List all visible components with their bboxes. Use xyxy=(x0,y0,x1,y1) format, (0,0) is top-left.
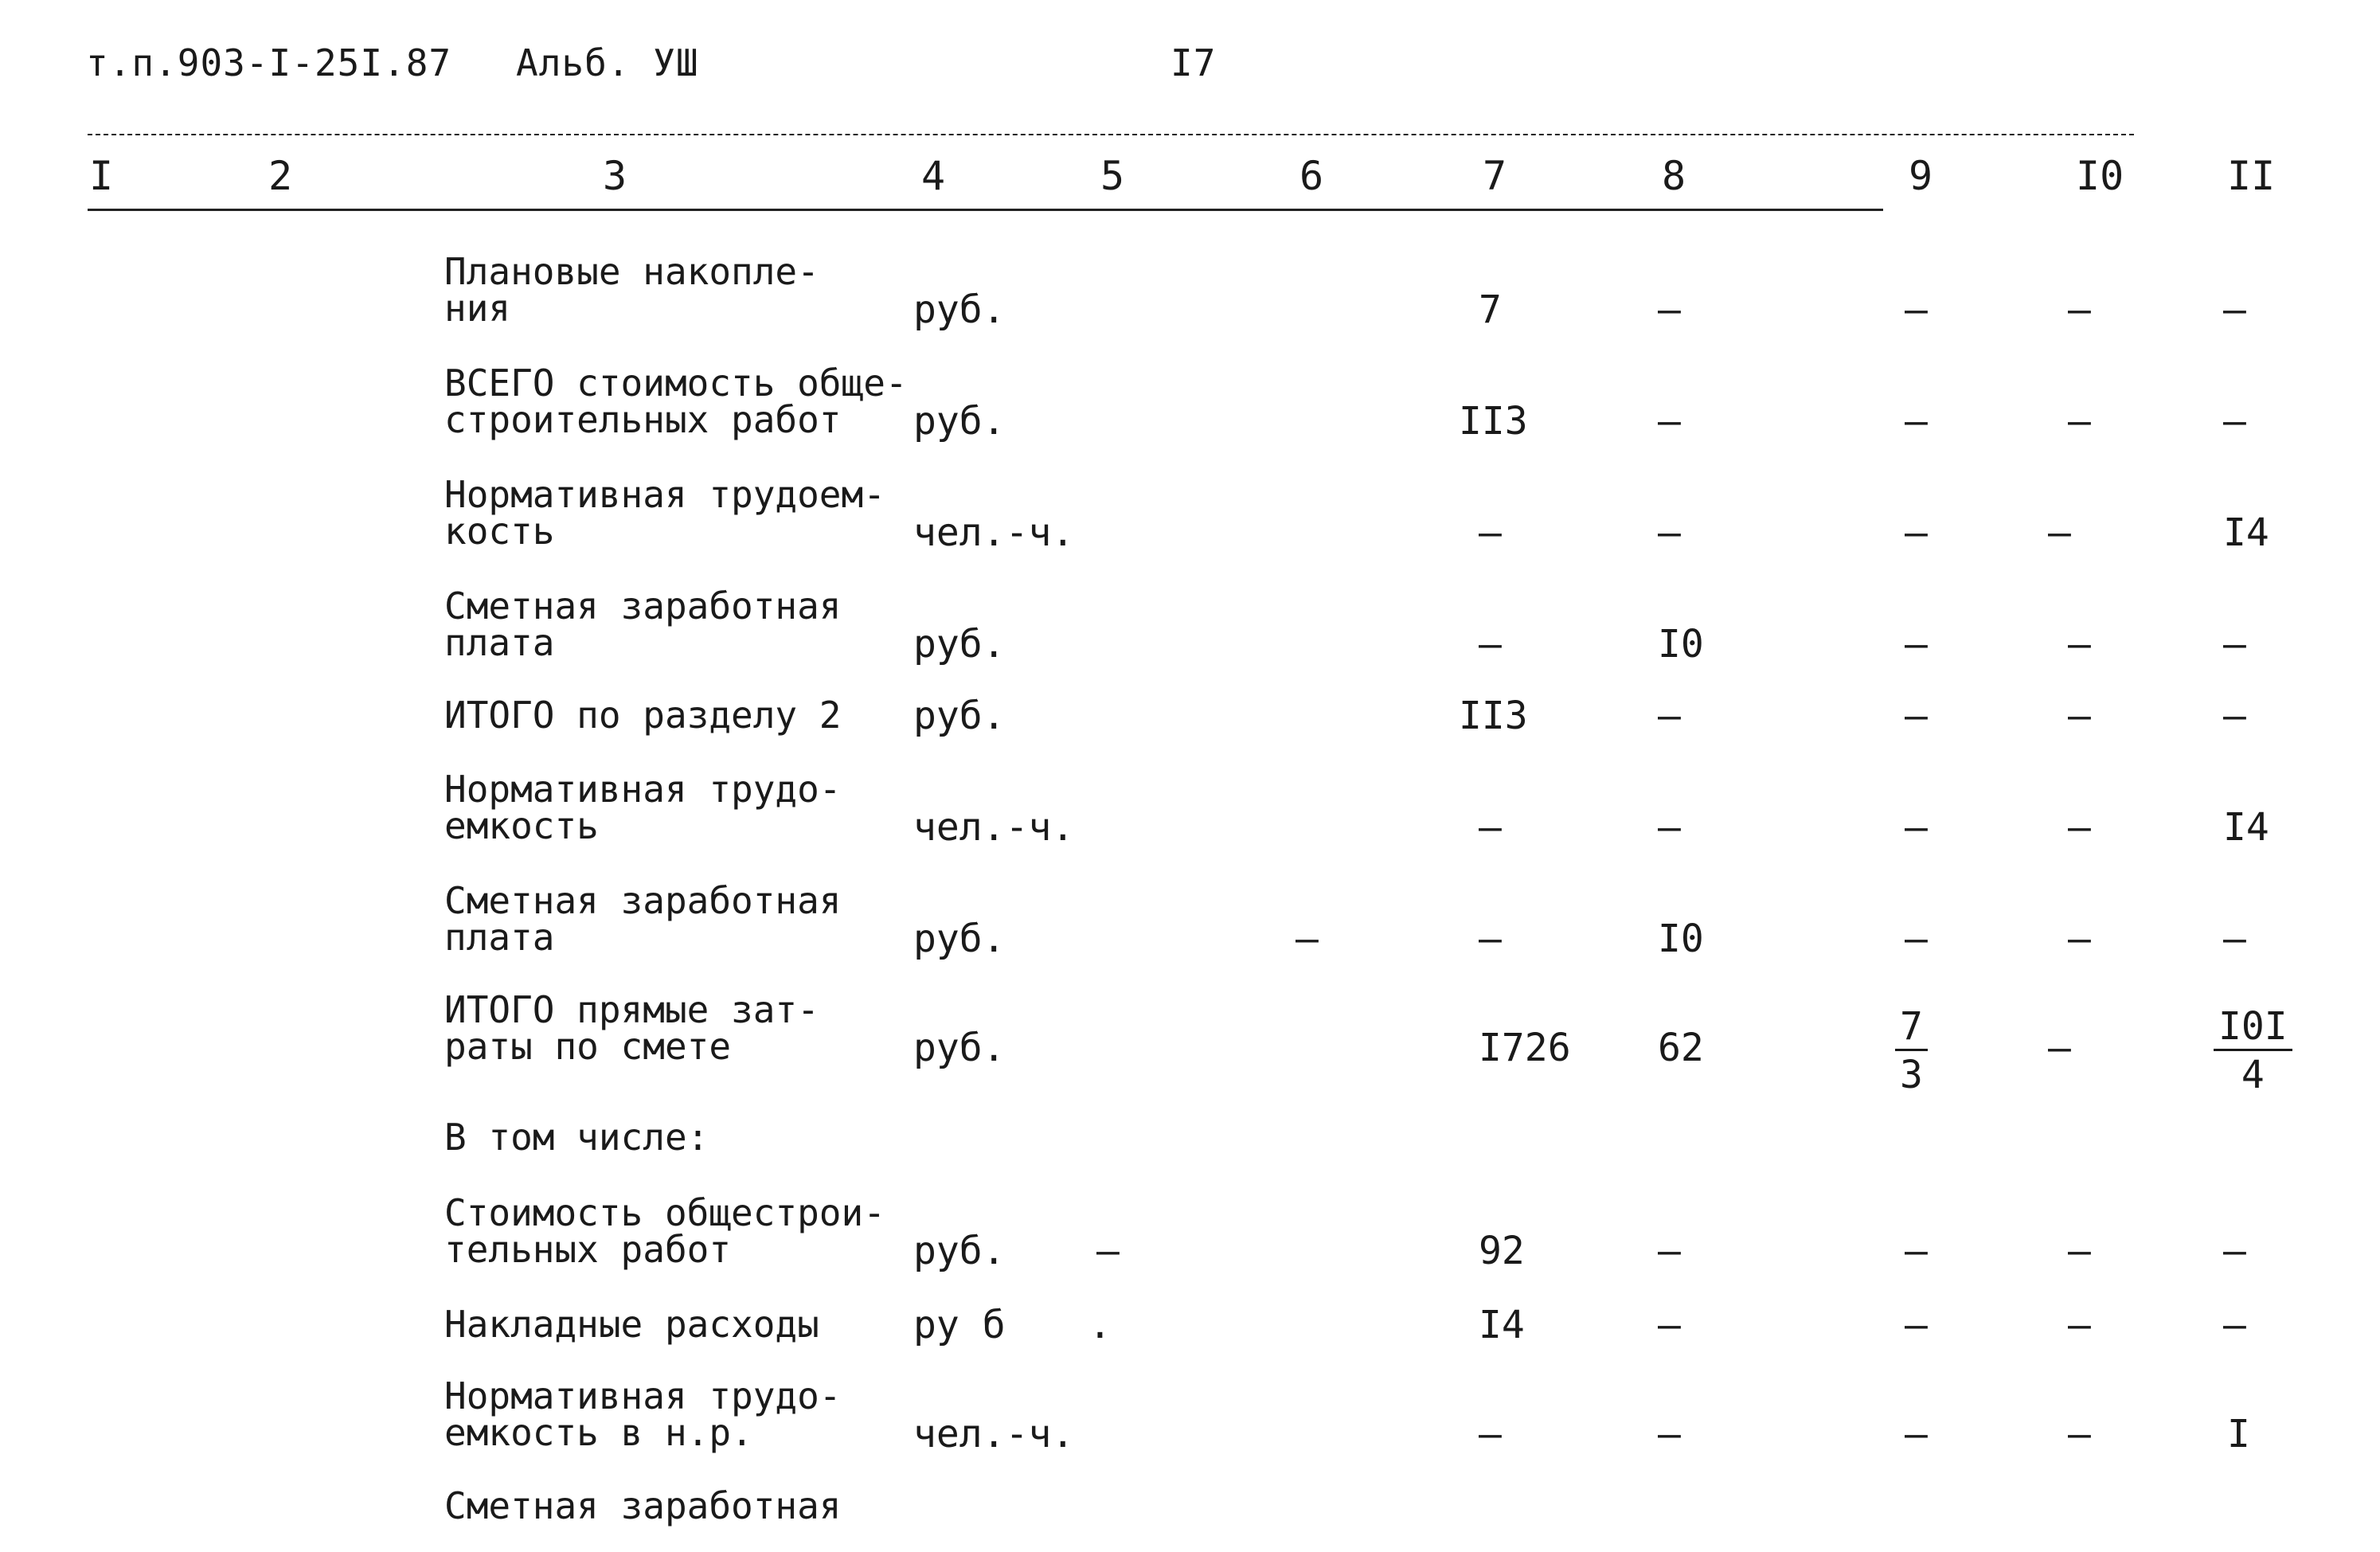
row-unit: руб. xyxy=(913,622,1006,667)
cell-col8: – xyxy=(1658,1303,1681,1347)
cell-col6: – xyxy=(1296,917,1319,961)
fraction-denominator: 4 xyxy=(2241,1053,2265,1097)
row-unit: чел.-ч. xyxy=(913,805,1075,850)
cell-col7: ІІ3 xyxy=(1459,399,1528,444)
cell-col7: І726 xyxy=(1479,1026,1571,1070)
row-unit: руб. xyxy=(913,399,1006,444)
row-description: Накладные расходы xyxy=(444,1303,819,1346)
cell-col7: 7 xyxy=(1479,287,1502,332)
cell-col7: І4 xyxy=(1479,1303,1525,1347)
column-header-4: 4 xyxy=(921,153,946,199)
cell-col8: І0 xyxy=(1658,622,1704,667)
column-header-rule xyxy=(88,209,1883,211)
cell-col11: – xyxy=(2223,694,2246,738)
cell-col7: – xyxy=(1479,622,1502,667)
cell-col11: І xyxy=(2227,1412,2250,1456)
cell-col7: 92 xyxy=(1479,1229,1525,1273)
row-description: Плановые накопле- ния xyxy=(444,250,819,330)
column-header-3: 3 xyxy=(603,153,627,199)
cell-col7: – xyxy=(1479,805,1502,850)
fraction-denominator: 3 xyxy=(1900,1053,1923,1097)
column-header-7: 7 xyxy=(1483,153,1507,199)
row-description: Нормативная трудоем- кость xyxy=(444,473,885,553)
column-header-11: ІІ xyxy=(2227,153,2276,199)
column-header-5: 5 xyxy=(1100,153,1125,199)
cell-col8: – xyxy=(1658,510,1681,555)
column-header-2: 2 xyxy=(268,153,293,199)
cell-col10: – xyxy=(2048,510,2071,555)
cell-col7: ІІ3 xyxy=(1459,694,1528,738)
cell-col9: – xyxy=(1905,622,1928,667)
cell-col11: – xyxy=(2223,622,2246,667)
row-unit: ру б xyxy=(913,1303,1006,1347)
cell-col10: – xyxy=(2068,287,2091,332)
cell-col7: – xyxy=(1479,917,1502,961)
page-number: І7 xyxy=(1170,41,1217,84)
cell-col11: І4 xyxy=(2223,510,2269,555)
column-header-1: І xyxy=(89,153,114,199)
row-unit: руб. xyxy=(913,917,1006,961)
cell-col9-fraction xyxy=(1895,1004,1928,1097)
cell-col10: – xyxy=(2068,399,2091,444)
cell-col9: – xyxy=(1905,694,1928,738)
document-code: т.п.903-І-25І.87 xyxy=(86,41,452,84)
row-description: Сметная заработная плата xyxy=(444,879,842,959)
cell-col8: – xyxy=(1658,1229,1681,1273)
fraction-numerator: 7 xyxy=(1895,1007,1928,1051)
cell-col9: – xyxy=(1905,805,1928,850)
cell-col8: 62 xyxy=(1658,1026,1704,1070)
row-description: Нормативная трудо- емкость xyxy=(444,768,842,847)
cell-col8: – xyxy=(1658,805,1681,850)
cell-col11: І4 xyxy=(2223,805,2269,850)
row-unit: руб. xyxy=(913,1026,1006,1070)
column-header-6: 6 xyxy=(1299,153,1324,199)
cell-col11: – xyxy=(2223,917,2246,961)
cell-col10: – xyxy=(2068,1229,2091,1273)
column-header-10: І0 xyxy=(2076,153,2124,199)
cell-col5: . xyxy=(1088,1303,1112,1347)
cell-col8: І0 xyxy=(1658,917,1704,961)
cell-col7: – xyxy=(1479,1412,1502,1456)
column-header-8: 8 xyxy=(1662,153,1686,199)
cell-col9: – xyxy=(1905,917,1928,961)
row-description: ВСЕГО стоимость обще- строительных работ xyxy=(444,362,908,441)
row-description: Сметная заработная xyxy=(444,1484,842,1527)
row-description: ИТОГО по разделу 2 xyxy=(444,694,842,737)
row-unit: чел.-ч. xyxy=(913,510,1075,555)
cell-col7: – xyxy=(1479,510,1502,555)
cell-col11: – xyxy=(2223,399,2246,444)
column-header-9: 9 xyxy=(1909,153,1933,199)
row-description: ИТОГО прямые зат- раты по смете xyxy=(444,988,819,1068)
cell-col10: – xyxy=(2068,1303,2091,1347)
cell-col10: – xyxy=(2068,694,2091,738)
row-description: Стоимость общестрои- тельных работ xyxy=(444,1191,885,1271)
cell-col10: – xyxy=(2068,917,2091,961)
row-description: В том числе: xyxy=(444,1116,709,1159)
row-description: Нормативная трудо- емкость в н.р. xyxy=(444,1374,842,1454)
cell-col9: – xyxy=(1905,399,1928,444)
cell-col8: – xyxy=(1658,1412,1681,1456)
cell-col11-fraction xyxy=(2214,1004,2292,1097)
cell-col8: – xyxy=(1658,287,1681,332)
cell-col9: – xyxy=(1905,287,1928,332)
cell-col9: – xyxy=(1905,1303,1928,1347)
cell-col9: – xyxy=(1905,1229,1928,1273)
cell-col10: – xyxy=(2068,805,2091,850)
cell-col5: – xyxy=(1096,1229,1120,1273)
fraction-numerator: І0І xyxy=(2214,1007,2292,1051)
cell-col11: – xyxy=(2223,1229,2246,1273)
cell-col8: – xyxy=(1658,694,1681,738)
row-unit: руб. xyxy=(913,287,1006,332)
row-unit: руб. xyxy=(913,694,1006,738)
cell-col10: – xyxy=(2068,622,2091,667)
row-description: Сметная заработная плата xyxy=(444,584,842,664)
row-unit: чел.-ч. xyxy=(913,1412,1075,1456)
row-unit: руб. xyxy=(913,1229,1006,1273)
cell-col11: – xyxy=(2223,1303,2246,1347)
cell-col9: – xyxy=(1905,510,1928,555)
header-rule xyxy=(88,134,2134,135)
cell-col11: – xyxy=(2223,287,2246,332)
cell-col8: – xyxy=(1658,399,1681,444)
cell-col10: – xyxy=(2068,1412,2091,1456)
cell-col9: – xyxy=(1905,1412,1928,1456)
cell-col10: – xyxy=(2048,1026,2071,1070)
album-label: Альб. УШ xyxy=(516,41,699,84)
